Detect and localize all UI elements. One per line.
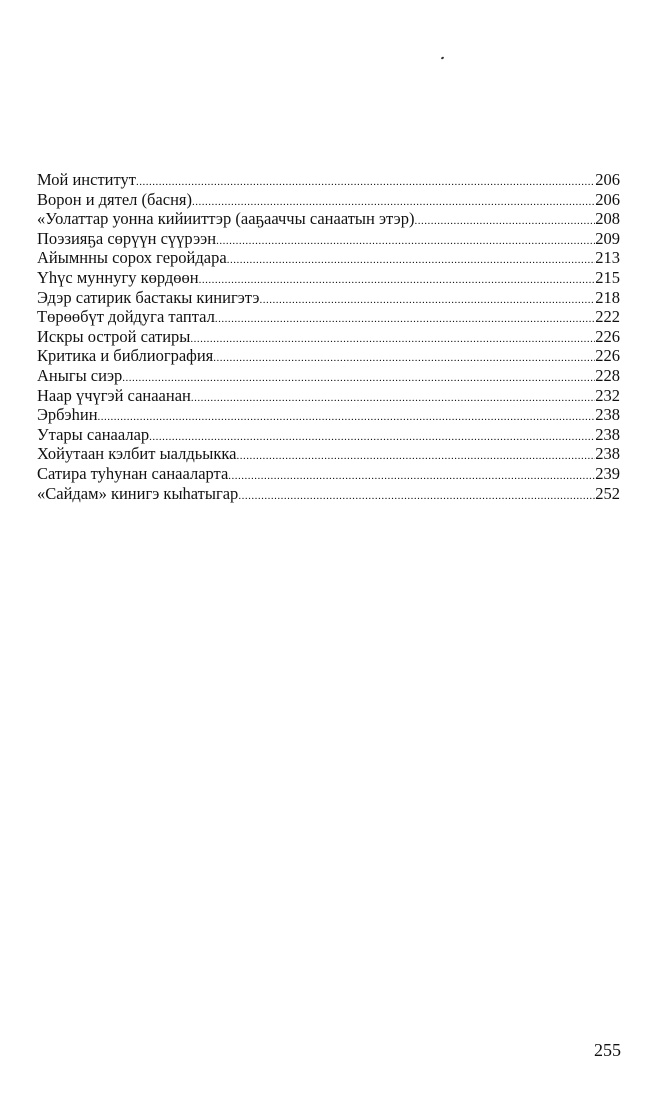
toc-entry-title: Эрбэһин [37,405,98,425]
toc-entry-title: Мой институт [37,170,136,189]
toc-entry-title: Сатира туһунан санааларта [37,463,229,483]
toc-entry-title: Искры острой сатиры [37,326,191,346]
toc-entry-page: 239 [595,463,620,483]
toc-entry-title: «Уолаттар уонна кийииттэр (ааҕааччы санаатын этэр) [37,209,415,229]
toc-entry-title: Ворон и дятел (басня) [37,189,192,209]
ink-speck [441,56,445,59]
toc-entry-title: Поэзияҕа сөрүүн сүүрээн [37,228,217,248]
toc-entry-page: 222 [595,307,620,327]
toc-leader-dots [415,212,596,232]
toc-entry-page: 238 [595,444,620,464]
toc-leader-dots [98,408,596,428]
toc-entry [37,190,620,210]
toc-entry [37,307,620,327]
toc-entry-title: Айымнны сорох геройдара [37,248,227,268]
toc-leader-dots [190,330,595,350]
toc-entry-title: Хойутаан кэлбит ыалдьыкка [37,444,237,464]
toc-entry-page: 228 [595,365,620,385]
toc-entry-page: 226 [595,326,620,346]
page-number: 255 [594,1040,621,1060]
toc-entry-title: Эдэр сатирик бастакы кинигэтэ [37,287,260,307]
toc-entry-title: Наар үчүгэй санаанан [37,385,191,405]
toc-leader-dots [215,310,595,330]
toc-entry-title: Критика и библиография [37,346,214,366]
toc-entry-page: 238 [595,405,620,425]
toc-entry [37,444,620,464]
toc-leader-dots [228,467,595,487]
toc-entry [37,425,620,445]
toc-entry [37,170,620,190]
toc-entry-page: 206 [595,189,620,209]
toc-leader-dots [238,487,595,507]
toc-entry-page: 226 [595,346,620,366]
toc-leader-dots [237,447,596,467]
toc-entry-page: 209 [595,228,620,248]
toc-entry [37,248,620,268]
toc-entry [37,288,620,308]
toc-entry-page: 206 [595,170,620,189]
toc-entry-page: 213 [595,248,620,268]
toc-leader-dots [216,232,595,252]
toc-leader-dots [122,369,595,389]
toc-entry-title: Аныгы сиэр [37,365,123,385]
toc-leader-dots [227,251,596,271]
table-of-contents [37,170,620,503]
toc-entry-title: Утары санаалар [37,424,150,444]
toc-entry [37,346,620,366]
toc-entry [37,464,620,484]
toc-entry [37,366,620,386]
toc-leader-dots [213,349,595,369]
toc-leader-dots [191,389,595,409]
toc-entry [37,405,620,425]
toc-entry [37,268,620,288]
toc-entry [37,484,620,504]
toc-entry [37,209,620,229]
toc-entry-title: Үһүс муннугу көрдөөн [37,267,199,287]
toc-entry-page: 218 [595,287,620,307]
toc-entry-page: 208 [595,209,620,229]
toc-entry-page: 252 [595,483,620,503]
toc-entry-title: «Сайдам» кинигэ кыһатыгар [37,483,239,503]
toc-entry [37,386,620,406]
toc-entry [37,327,620,347]
toc-entry [37,229,620,249]
toc-entry-page: 215 [595,267,620,287]
toc-entry-page: 232 [595,385,620,405]
toc-leader-dots [136,173,595,193]
toc-entry-title: Төрөөбүт дойдуга таптал [37,307,215,327]
toc-leader-dots [260,291,596,311]
toc-entry-page: 238 [595,424,620,444]
